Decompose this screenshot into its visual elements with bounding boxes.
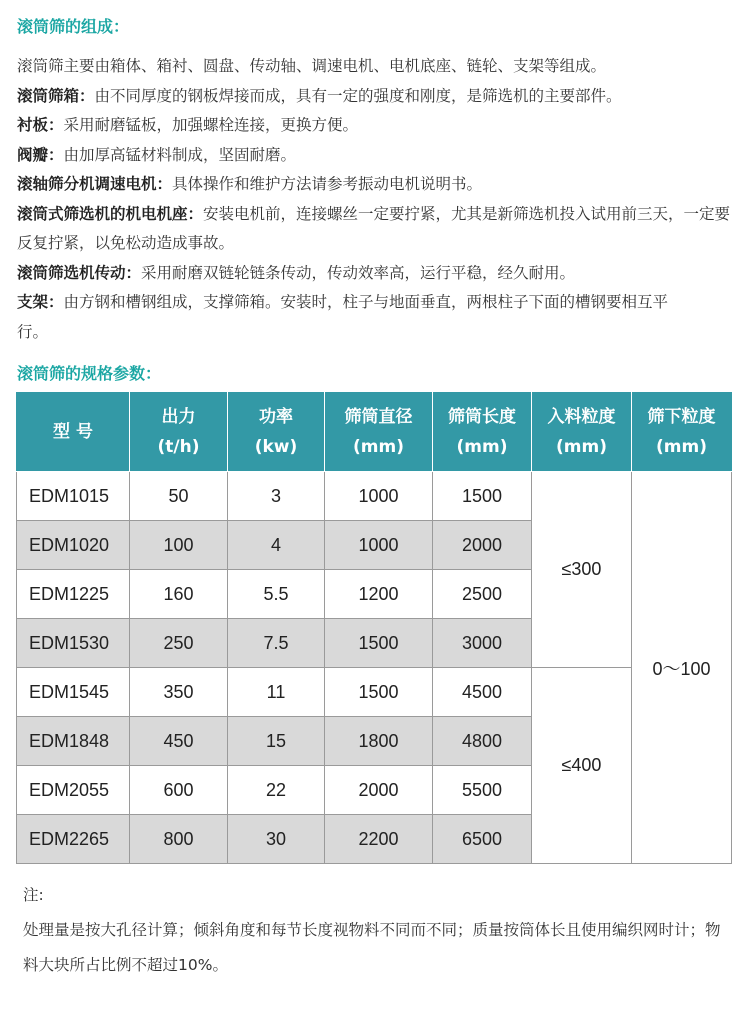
cell-length: 5500	[433, 766, 532, 815]
item-motor-base	[17, 200, 733, 259]
item-label: 支架：	[17, 293, 64, 311]
header-diameter: 筛筒直径 (mm)	[325, 393, 433, 472]
item-label: 衬板：	[17, 116, 64, 134]
cell-model: EDM1848	[17, 717, 130, 766]
cell-length: 4800	[433, 717, 532, 766]
cell-power: 11	[228, 668, 325, 717]
cell-diameter: 1800	[325, 717, 433, 766]
cell-power: 30	[228, 815, 325, 864]
cell-length: 6500	[433, 815, 532, 864]
cell-model: EDM2055	[17, 766, 130, 815]
item-label: 滚筒筛选机传动：	[17, 263, 142, 282]
cell-length: 1500	[433, 472, 532, 521]
cell-power: 4	[228, 521, 325, 570]
notes	[23, 878, 733, 983]
composition-intro: 滚筒筛主要由箱体、箱衬、圆盘、传动轴、调速电机、电机底座、链轮、支架等组成。	[17, 57, 607, 75]
item-label: 阀瓣：	[17, 145, 64, 164]
item-text: 由不同厚度的钢板焊接而成，具有一定的强度和刚度，是筛选机的主要部件。	[94, 86, 622, 105]
cell-model: EDM1020	[17, 521, 130, 570]
item-bracket	[17, 288, 697, 347]
item-motor	[17, 170, 733, 200]
cell-model: EDM1530	[17, 619, 130, 668]
header-feed: 入料粒度 (mm)	[532, 393, 632, 472]
item-text: 具体操作和维护方法请参考振动电机说明书。	[172, 175, 483, 193]
cell-model: EDM1545	[17, 668, 130, 717]
cell-feed-group: ≤400	[532, 668, 632, 864]
cell-diameter: 1000	[325, 521, 433, 570]
item-text: 采用耐磨双链轮链条传动，传动效率高，运行平稳，经久耐用。	[141, 263, 576, 282]
cell-model: EDM2265	[17, 815, 130, 864]
cell-length: 2000	[433, 521, 532, 570]
cell-capacity: 450	[130, 717, 228, 766]
composition-heading: 滚筒筛的组成：	[17, 17, 130, 36]
item-label: 滚轴筛分机调速电机：	[17, 175, 173, 193]
cell-power: 3	[228, 472, 325, 521]
notes-label: 注:	[23, 886, 44, 904]
cell-model: EDM1225	[17, 570, 130, 619]
cell-capacity: 250	[130, 619, 228, 668]
table-row	[17, 472, 732, 521]
header-undersize: 筛下粒度 (mm)	[632, 393, 732, 472]
cell-undersize: 0～100	[632, 472, 732, 864]
cell-capacity: 600	[130, 766, 228, 815]
item-text: 采用耐磨锰板，加强螺栓连接，更换方便。	[63, 116, 359, 134]
cell-model: EDM1015	[17, 472, 130, 521]
item-liner	[17, 111, 733, 141]
cell-power: 7.5	[228, 619, 325, 668]
spec-table	[16, 392, 732, 864]
item-box	[17, 82, 733, 112]
cell-diameter: 2000	[325, 766, 433, 815]
item-text: 安装电机前，连接螺丝一定要拧紧，尤其是新筛选机投入试用前三天，一定要反复拧紧，以免松动造成事故。	[17, 204, 731, 252]
header-power: 功率 (kw)	[228, 393, 325, 472]
cell-power: 15	[228, 717, 325, 766]
cell-feed-group: ≤300	[532, 472, 632, 668]
composition-body	[17, 52, 733, 347]
header-model: 型 号	[17, 393, 130, 472]
header-capacity: 出力 (t/h)	[130, 393, 228, 472]
specs-heading: 滚筒筛的规格参数：	[17, 364, 162, 383]
cell-power: 5.5	[228, 570, 325, 619]
item-label: 滚筒筛箱：	[17, 86, 95, 105]
item-valve	[17, 141, 733, 171]
item-text: 由加厚高锰材料制成，坚固耐磨。	[63, 145, 297, 164]
table-header-row	[17, 393, 732, 472]
cell-power: 22	[228, 766, 325, 815]
item-text: 由方钢和槽钢组成，支撑筛箱。安装时，柱子与地面垂直，两根柱子下面的槽钢要相互平行。	[17, 293, 669, 341]
cell-diameter: 2200	[325, 815, 433, 864]
cell-capacity: 100	[130, 521, 228, 570]
cell-length: 4500	[433, 668, 532, 717]
cell-capacity: 50	[130, 472, 228, 521]
cell-length: 3000	[433, 619, 532, 668]
cell-capacity: 350	[130, 668, 228, 717]
header-length: 筛筒长度 (mm)	[433, 393, 532, 472]
cell-diameter: 1200	[325, 570, 433, 619]
cell-length: 2500	[433, 570, 532, 619]
cell-capacity: 160	[130, 570, 228, 619]
table-row	[17, 668, 732, 717]
cell-capacity: 800	[130, 815, 228, 864]
cell-diameter: 1500	[325, 619, 433, 668]
notes-text: 处理量是按大孔径计算；倾斜角度和每节长度视物料不同而不同；质量按筒体长且使用编织网时计；物料大块所占比例不超过10%。	[23, 921, 721, 974]
cell-diameter: 1000	[325, 472, 433, 521]
item-label: 滚筒式筛选机的机电机座：	[17, 204, 204, 223]
item-transmission	[17, 259, 733, 289]
cell-diameter: 1500	[325, 668, 433, 717]
